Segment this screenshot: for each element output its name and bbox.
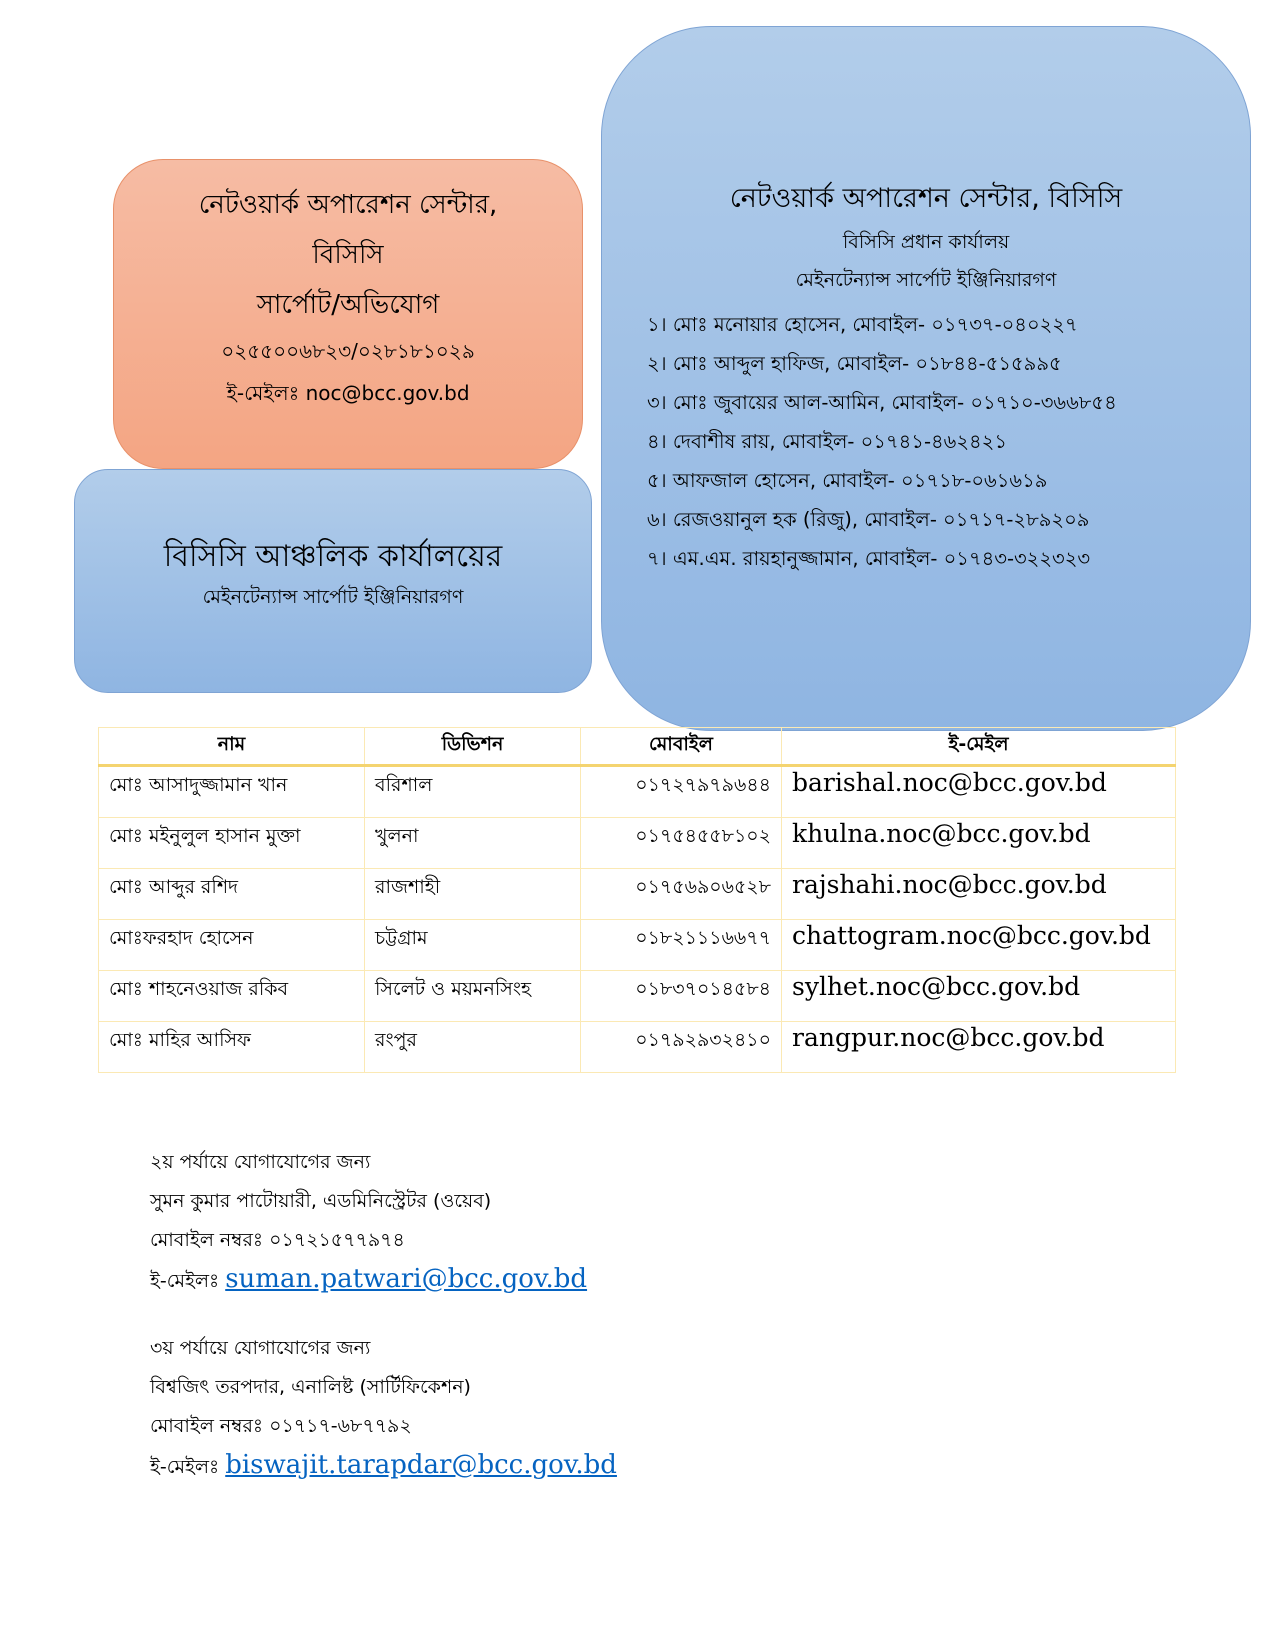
- engineer-item: ৬। রেজওয়ানুল হক (রিজু), মোবাইল- ০১৭১৭-২৮৯২০৯: [647, 508, 1090, 531]
- cell-mobile: ০১৭২৭৯৭৯৬৪৪: [581, 766, 782, 818]
- cell-email: rangpur.noc@bcc.gov.bd: [782, 1022, 1176, 1073]
- cell-mobile: ০১৭৫৪৫৫৮১০২: [581, 818, 782, 869]
- table-row: [99, 971, 1176, 1022]
- level3-email-link[interactable]: biswajit.tarapdar@bcc.gov.bd: [225, 1450, 617, 1480]
- cell-email: chattogram.noc@bcc.gov.bd: [782, 920, 1176, 971]
- level3-name: বিশ্বজিৎ তরপদার, এনালিষ্ট (সার্টিফিকেশন): [150, 1376, 471, 1398]
- cell-mobile: ০১৭৫৬৯০৬৫২৮: [581, 869, 782, 920]
- cell-name: মোঃ মইনুলুল হাসান মুক্তা: [99, 818, 365, 869]
- table-row: [99, 869, 1176, 920]
- level2-name: সুমন কুমার পাটোয়ারী, এডমিনিস্ট্রেটর (ওয়েব): [150, 1190, 492, 1212]
- cell-name: মোঃ আসাদুজ্জামান খান: [99, 766, 365, 818]
- cell-mobile: ০১৮২১১১৬৬৭৭: [581, 920, 782, 971]
- header-email: ই-মেইল: [782, 728, 1176, 766]
- level3-contact: [150, 1329, 617, 1487]
- hq-box: [601, 26, 1251, 731]
- engineer-item: ৩। মোঃ জুবায়ের আল-আমিন, মোবাইল- ০১৭১০-৩৬৬৮৫৪: [647, 391, 1117, 414]
- table-row: [99, 766, 1176, 818]
- cell-name: মোঃ শাহনেওয়াজ রকিব: [99, 971, 365, 1022]
- support-email: ই-মেইলঃ noc@bcc.gov.bd: [226, 381, 470, 405]
- level2-email-link[interactable]: suman.patwari@bcc.gov.bd: [225, 1264, 588, 1294]
- header-name: নাম: [99, 728, 365, 766]
- regional-contacts-table: [98, 727, 1176, 1073]
- engineer-item: ৭। এম.এম. রায়হানুজ্জামান, মোবাইল- ০১৭৪৩-৩২২৩২৩: [647, 547, 1091, 570]
- support-phones: ০২৫৫০০৬৮২৩/০২৮১৮১০২৯: [221, 339, 475, 363]
- cell-division: রংপুর: [365, 1022, 581, 1073]
- engineer-item: ৫। আফজাল হোসেন, মোবাইল- ০১৭১৮-০৬১৬১৯: [647, 469, 1048, 492]
- cell-division: রাজশাহী: [365, 869, 581, 920]
- regional-subtitle: মেইনটেন্যান্স সার্পোট ইঞ্জিনিয়ারগণ: [202, 586, 464, 608]
- engineer-list: [647, 305, 1250, 578]
- cell-name: মোঃ মাহির আসিফ: [99, 1022, 365, 1073]
- cell-mobile: ০১৭৯২৯৩২৪১০: [581, 1022, 782, 1073]
- cell-email: rajshahi.noc@bcc.gov.bd: [782, 869, 1176, 920]
- cell-email: barishal.noc@bcc.gov.bd: [782, 766, 1176, 818]
- hq-title: নেটওয়ার্ক অপারেশন সেন্টার, বিসিসি: [729, 183, 1123, 214]
- cell-name: মোঃফরহাদ হোসেন: [99, 920, 365, 971]
- regional-box: [74, 469, 592, 693]
- table-row: [99, 920, 1176, 971]
- header-mobile: মোবাইল: [581, 728, 782, 766]
- support-title-3: সার্পোট/অভিযোগ: [256, 290, 440, 320]
- hq-subtitle: বিসিসি প্রধান কার্যালয়: [842, 231, 1010, 253]
- level2-heading: ২য় পর্যায়ে যোগাযোগের জন্য: [150, 1151, 371, 1173]
- table-row: [99, 818, 1176, 869]
- level3-mobile: মোবাইল নম্বরঃ ০১৭১৭-৬৮৭৭৯২: [150, 1415, 412, 1437]
- hq-subtitle-2: মেইনটেন্যান্স সার্পোট ইঞ্জিনিয়ারগণ: [795, 269, 1057, 291]
- header-division: ডিভিশন: [365, 728, 581, 766]
- support-title-2: বিসিসি: [312, 240, 384, 270]
- support-box: [113, 159, 583, 469]
- level2-contact: [150, 1143, 587, 1301]
- engineer-item: ১। মোঃ মনোয়ার হোসেন, মোবাইল- ০১৭৩৭-০৪০২২৭: [647, 313, 1078, 336]
- cell-email: khulna.noc@bcc.gov.bd: [782, 818, 1176, 869]
- regional-title: বিসিসি আঞ্চলিক কার্যালয়ের: [163, 539, 503, 574]
- support-title: নেটওয়ার্ক অপারেশন সেন্টার,: [198, 190, 498, 220]
- cell-mobile: ০১৮৩৭০১৪৫৮৪: [581, 971, 782, 1022]
- level2-email-label: ই-মেইলঃ: [150, 1270, 226, 1292]
- level2-mobile: মোবাইল নম্বরঃ ০১৭২১৫৭৭৯৭৪: [150, 1229, 405, 1251]
- level3-heading: ৩য় পর্যায়ে যোগাযোগের জন্য: [150, 1337, 371, 1359]
- cell-division: সিলেট ও ময়মনসিংহ: [365, 971, 581, 1022]
- level3-email-label: ই-মেইলঃ: [150, 1456, 226, 1478]
- cell-division: বরিশাল: [365, 766, 581, 818]
- table-row: [99, 1022, 1176, 1073]
- engineer-item: ২। মোঃ আব্দুল হাফিজ, মোবাইল- ০১৮৪৪-৫১৫৯৯৫: [647, 352, 1062, 375]
- cell-division: চট্টগ্রাম: [365, 920, 581, 971]
- cell-division: খুলনা: [365, 818, 581, 869]
- engineer-item: ৪। দেবাশীষ রায়, মোবাইল- ০১৭৪১-৪৬২৪২১: [647, 430, 1007, 453]
- cell-name: মোঃ আব্দুর রশিদ: [99, 869, 365, 920]
- cell-email: sylhet.noc@bcc.gov.bd: [782, 971, 1176, 1022]
